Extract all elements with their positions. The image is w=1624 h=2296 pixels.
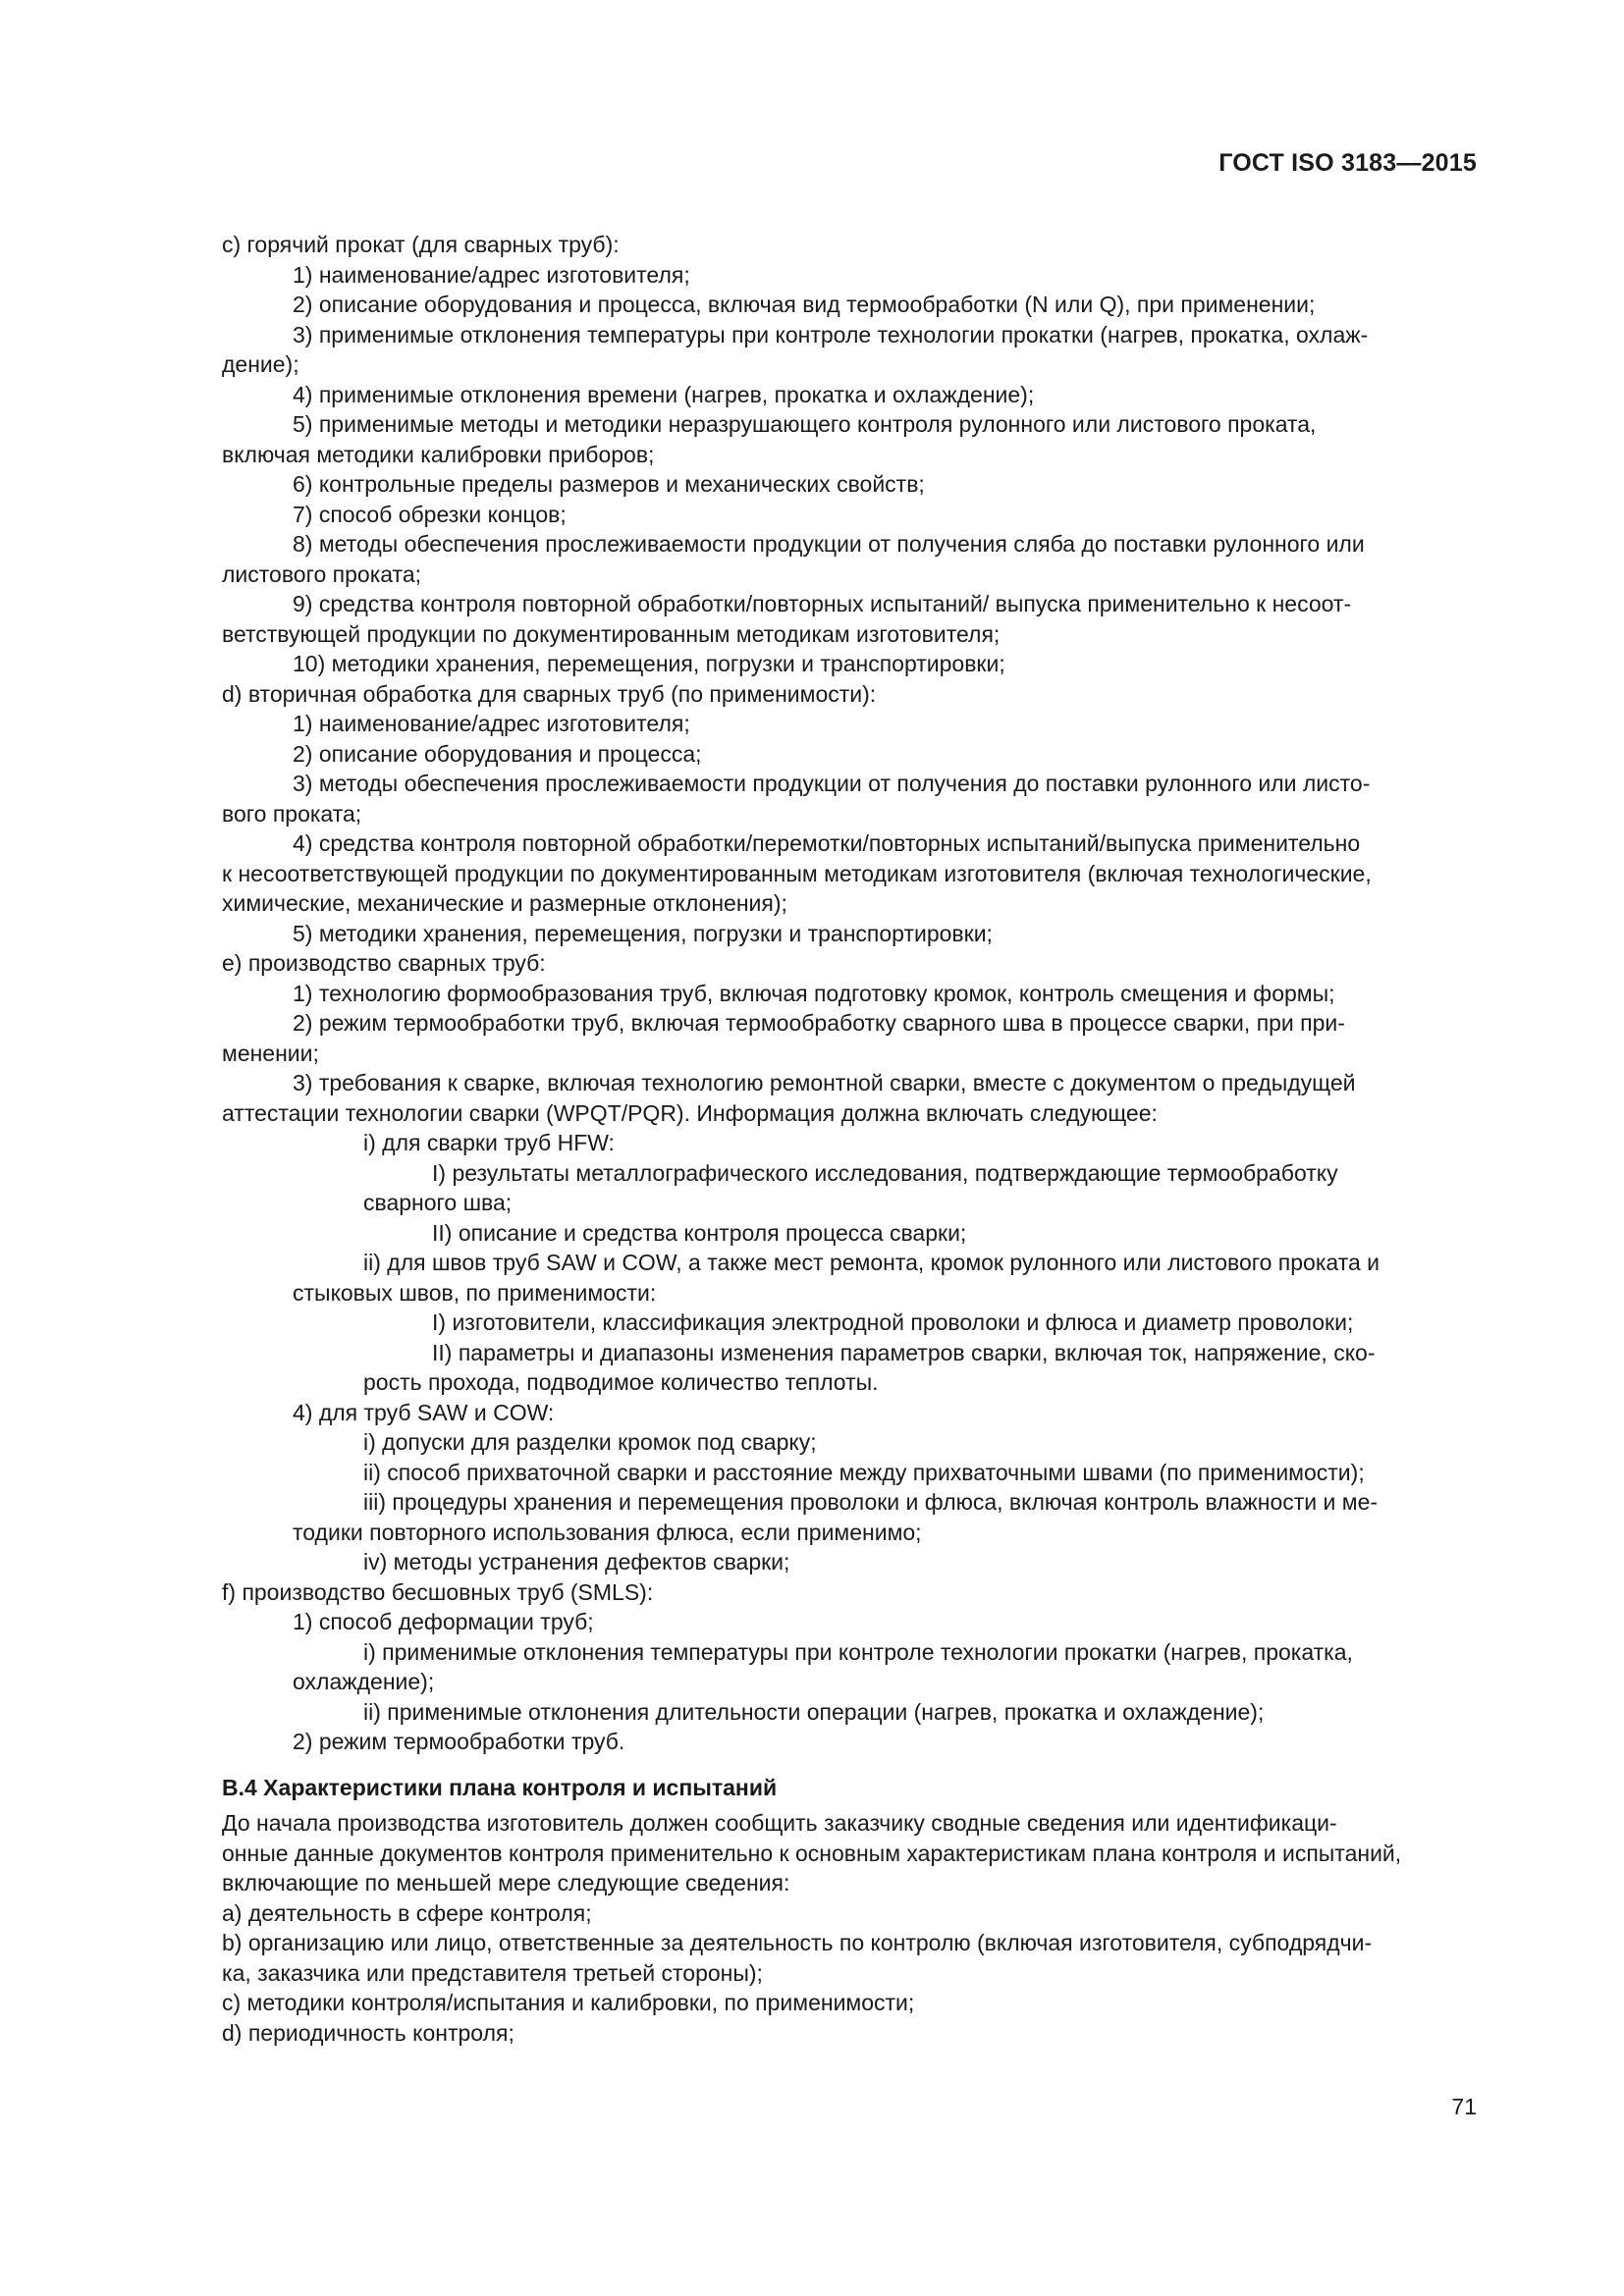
text-line: вого проката; — [222, 800, 362, 827]
text-line: включая методики калибровки приборов; — [222, 441, 655, 467]
text-line: 1) наименование/адрес изготовителя; — [293, 261, 690, 288]
text-line: e) производство сварных труб: — [222, 950, 546, 976]
text-line: 7) способ обрезки концов; — [293, 501, 567, 527]
text-line: 6) контрольные пределы размеров и механических свойств; — [293, 471, 925, 497]
text-line: листового проката; — [222, 561, 422, 587]
text-line: 8) методы обеспечения прослеживаемости продукции от получения сляба до поставки рулонного или — [293, 531, 1365, 557]
page-number: 71 — [1451, 2094, 1477, 2119]
text-line: 10) методики хранения, перемещения, погрузки и транспортировки; — [293, 651, 1005, 676]
text-line: II) описание и средства контроля процесса сварки; — [432, 1219, 967, 1246]
text-line: i) применимые отклонения температуры при контроле технологии прокатки (нагрев, прокатка, — [363, 1638, 1353, 1665]
text-line: 2) описание оборудования и процесса; — [293, 740, 702, 767]
standard-designation: ГОСТ ISO 3183—2015 — [1218, 149, 1477, 177]
text-line: 1) способ деформации труб; — [293, 1609, 594, 1634]
section-items-list — [222, 1898, 1481, 2049]
text-line: охлаждение); — [293, 1669, 435, 1694]
list-item: c) методики контроля/испытания и калибровки, по применимости; — [222, 1990, 915, 2015]
text-line: химические, механические и размерные отклонения); — [222, 890, 787, 916]
text-line: I) результаты металлографического исследования, подтверждающие термообработку — [432, 1159, 1338, 1186]
text-line: ветствующей продукции по документированным методикам изготовителя; — [222, 620, 1001, 647]
text-line: f) производство бесшовных труб (SMLS): — [222, 1578, 654, 1605]
text-line: сварного шва; — [363, 1190, 513, 1215]
text-line: d) вторичная обработка для сварных труб (по применимости): — [222, 680, 877, 707]
text-line: ii) применимые отклонения длительности операции (нагрев, прокатка и охлаждение); — [363, 1698, 1265, 1725]
text-line: i) для сварки труб HFW: — [363, 1130, 615, 1155]
text-line: iii) процедуры хранения и перемещения проволоки и флюса, включая контроль влажности и ме- — [363, 1489, 1379, 1515]
text-line: 9) средства контроля повторной обработки/повторных испытаний/ выпуска применительно к несоот- — [293, 591, 1352, 616]
requirements-list — [222, 230, 1481, 1757]
text-line: II) параметры и диапазоны изменения параметров сварки, включая ток, напряжение, ско- — [432, 1339, 1376, 1365]
text-line: стыковых швов, по применимости: — [293, 1279, 657, 1306]
text-line: 1) наименование/адрес изготовителя; — [293, 711, 690, 736]
text-line: 1) технологию формообразования труб, включая подготовку кромок, контроль смещения и формы; — [293, 980, 1335, 1006]
text-line: рость прохода, подводимое количество теплоты. — [363, 1369, 879, 1395]
text-line: ii) способ прихваточной сварки и расстояние между прихваточными швами (по применимости); — [363, 1459, 1365, 1485]
text-line: 4) для труб SAW и COW: — [293, 1399, 555, 1425]
text-line: 2) режим термообработки труб, включая термообработку сварного шва в процессе сварки, при при- — [293, 1010, 1345, 1036]
text-line: 5) методики хранения, перемещения, погрузки и транспортировки; — [293, 920, 993, 946]
text-line: 3) методы обеспечения прослеживаемости продукции от получения до поставки рулонного или листо- — [293, 771, 1371, 796]
text-line: тодики повторного использования флюса, если применимо; — [293, 1519, 922, 1545]
text-line: iv) методы устранения дефектов сварки; — [363, 1549, 790, 1575]
text-line: 2) описание оборудования и процесса, включая вид термообработки (N или Q), при применении; — [293, 292, 1316, 317]
text-line: 4) средства контроля повторной обработки/перемотки/повторных испытаний/выпуска применительно — [293, 830, 1361, 856]
intro-line: До начала производства изготовитель должен сообщить заказчику сводные сведения или идентификаци- — [222, 1810, 1337, 1836]
intro-line: включающие по меньшей мере следующие сведения: — [222, 1870, 790, 1896]
text-line: 3) требования к сварке, включая технологию ремонтной сварки, вместе с документом о предыдущей — [293, 1070, 1356, 1095]
text-line: менении; — [222, 1040, 319, 1066]
text-line: c) горячий прокат (для сварных труб): — [222, 232, 620, 257]
text-line: аттестации технологии сварки (WPQT/PQR). Информация должна включать следующее: — [222, 1099, 1158, 1126]
intro-line: онные данные документов контроля применительно к основным характеристикам плана контроля и испытаний, — [222, 1840, 1402, 1866]
list-item: b) организацию или лицо, ответственные за деятельность по контролю (включая изготовителя, субподрядчи- — [222, 1930, 1373, 1955]
list-item: a) деятельность в сфере контроля; — [222, 1899, 592, 1926]
list-item: ка, заказчика или представителя третьей стороны); — [222, 1959, 763, 1986]
text-line: ii) для швов труб SAW и COW, а также мест ремонта, кромок рулонного или листового проката и — [363, 1250, 1380, 1275]
text-line: 5) применимые методы и методики неразрушающего контроля рулонного или листового проката, — [293, 411, 1317, 437]
text-line: 3) применимые отклонения температуры при контроле технологии прокатки (нагрев, прокатка, охлаж- — [293, 321, 1369, 347]
document-body — [222, 230, 1481, 2048]
text-line: к несоответствующей продукции по документированным методикам изготовителя (включая технологические, — [222, 860, 1372, 886]
list-item: d) периодичность контроля; — [222, 2019, 514, 2046]
section-heading: B.4 Характеристики плана контроля и испытаний — [222, 1774, 778, 1800]
text-line: I) изготовители, классификация электродной проволоки и флюса и диаметр проволоки; — [432, 1309, 1354, 1335]
section-intro — [222, 1808, 1481, 1898]
text-line: дение); — [222, 351, 299, 377]
text-line: 4) применимые отклонения времени (нагрев, прокатка и охлаждение); — [293, 381, 1035, 407]
text-line: 2) режим термообработки труб. — [293, 1729, 625, 1754]
text-line: i) допуски для разделки кромок под сварку; — [363, 1429, 817, 1455]
